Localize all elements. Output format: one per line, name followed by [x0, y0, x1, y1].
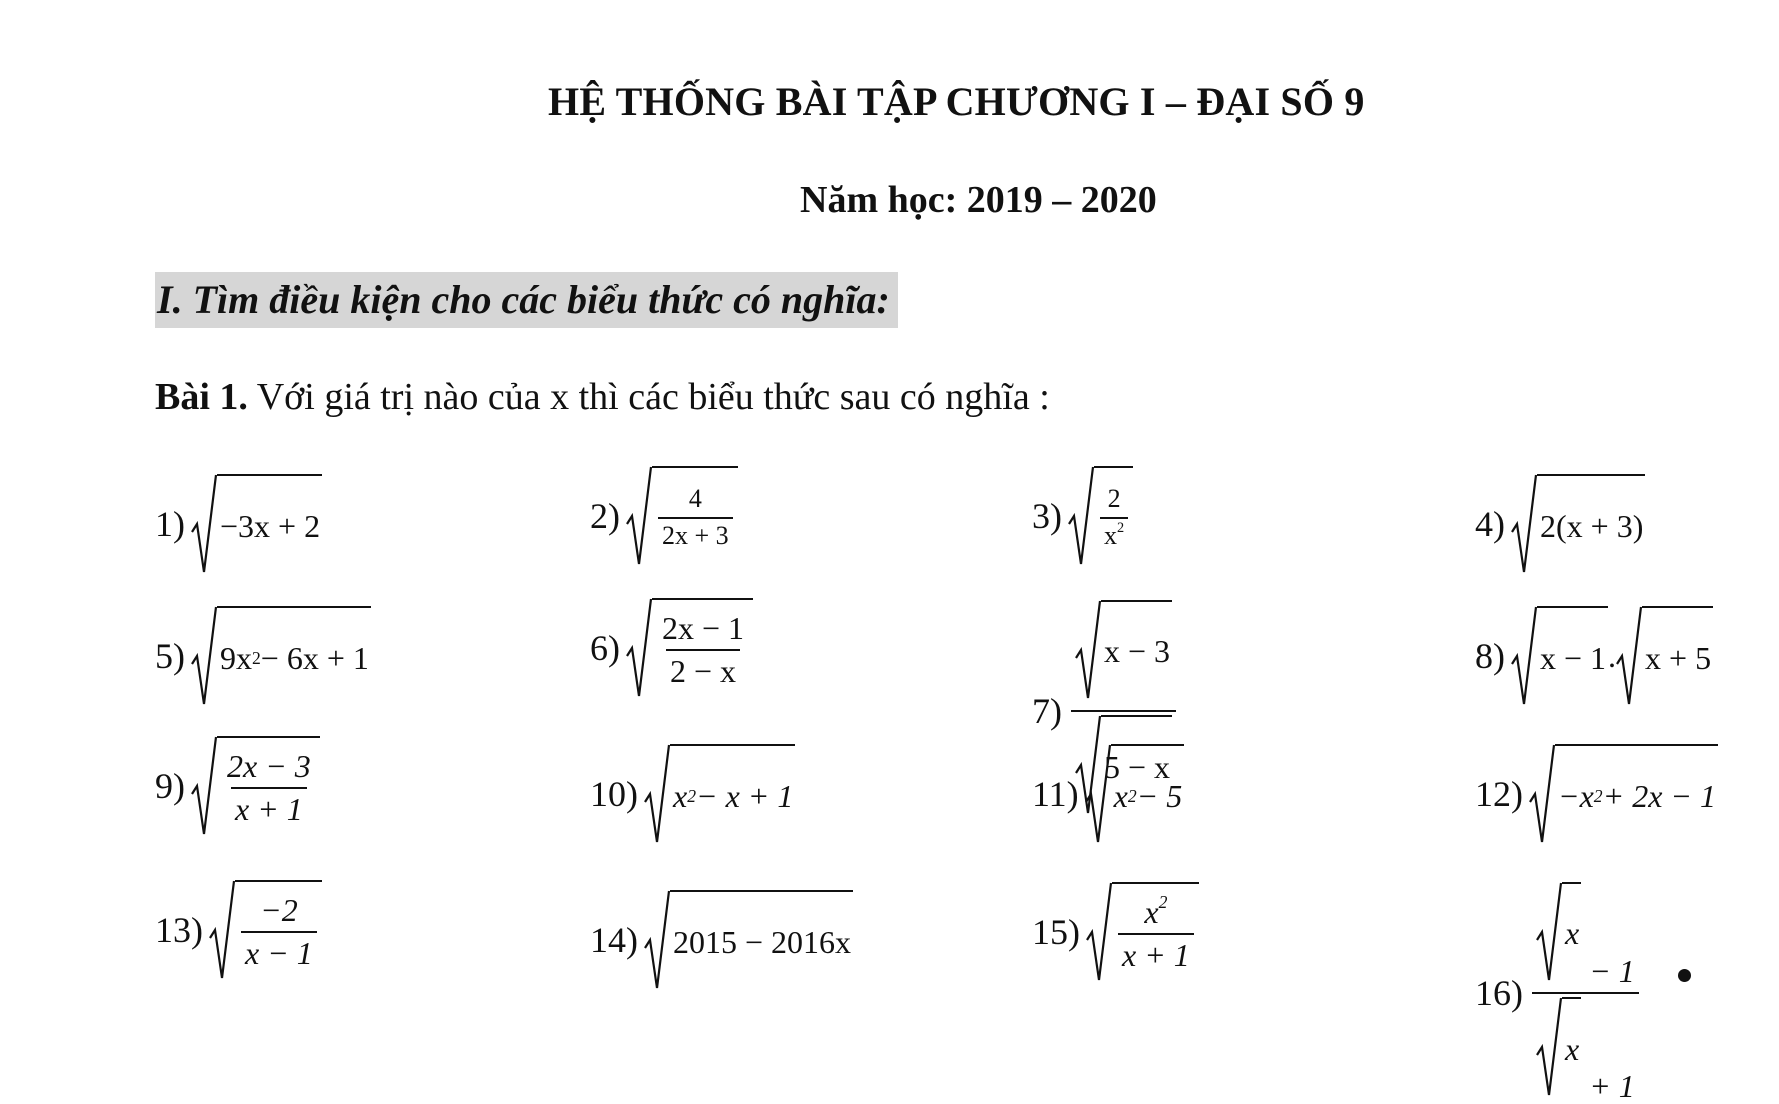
- denominator: 2 − x: [666, 649, 740, 689]
- exercise-14: [590, 890, 853, 990]
- denominator: 2x + 3: [658, 517, 733, 551]
- radicand: −3x + 2: [217, 474, 322, 574]
- exercise-number: 13): [155, 910, 203, 950]
- radicand: x 2 − x + 1: [670, 744, 795, 844]
- radical-sign: [1511, 474, 1537, 574]
- sqrt-expression: x + 5: [1616, 606, 1713, 706]
- radical-sign: [1536, 997, 1562, 1097]
- exercise-number: 4): [1475, 504, 1505, 544]
- sqrt-expression: x: [1536, 997, 1581, 1097]
- fraction: [241, 893, 317, 971]
- radicand: −x 2 + 2x − 1: [1555, 744, 1718, 844]
- sqrt-expression: [1086, 882, 1199, 982]
- numerator: x − 1: [1532, 882, 1639, 992]
- section-heading: I. Tìm điều kiện cho các biểu thức có nghĩa:: [155, 272, 898, 328]
- fraction: [1532, 882, 1639, 1104]
- radical-sign: [626, 598, 652, 698]
- sqrt-expression: [191, 606, 371, 706]
- problem-text: Với giá trị nào của x thì các biểu thức sau có nghĩa :: [247, 376, 1050, 418]
- sqrt-expression: [1085, 744, 1185, 844]
- sqrt-expression: 5 − x: [1075, 715, 1172, 815]
- school-year: Năm học: 2019 – 2020: [800, 179, 1157, 221]
- problem-label: Bài 1.: [155, 376, 248, 418]
- fraction: [223, 749, 315, 827]
- denominator: $x^2$: [1100, 517, 1128, 551]
- radical-sign: [1085, 744, 1111, 844]
- exercise-5: [155, 606, 371, 706]
- exercise-1: [155, 474, 322, 574]
- radical-sign: [191, 474, 217, 574]
- radical-sign: [1616, 606, 1642, 706]
- radical-sign: [644, 890, 670, 990]
- sqrt-expression: [1511, 474, 1645, 574]
- exercise-10: [590, 744, 795, 844]
- page-title: HỆ THỐNG BÀI TẬP CHƯƠNG I – ĐẠI SỐ 9: [548, 79, 1365, 124]
- exercise-number: 10): [590, 774, 638, 814]
- radical-sign: [1529, 744, 1555, 844]
- radical-sign: [626, 466, 652, 566]
- radical-sign: [644, 744, 670, 844]
- exercise-number: 15): [1032, 912, 1080, 952]
- denominator: x + 1: [231, 787, 307, 827]
- numerator: 2x − 3: [227, 747, 311, 784]
- exercise-11: [1032, 744, 1184, 844]
- radical-sign: [1536, 882, 1562, 982]
- exercise-number: 16): [1475, 973, 1523, 1014]
- fraction: [1118, 891, 1194, 973]
- denominator: x − 1: [241, 931, 317, 971]
- exercise-number: 1): [155, 504, 185, 544]
- numerator: $x^2$: [1144, 891, 1168, 930]
- problem-statement: [155, 375, 1050, 419]
- radical-sign: [209, 880, 235, 980]
- numerator: 4: [688, 484, 702, 514]
- sqrt-expression: [191, 736, 320, 836]
- radical-sign: [1068, 466, 1094, 566]
- numerator: 2: [1107, 484, 1121, 514]
- numerator: 2x − 1: [662, 609, 745, 646]
- radicand: 2015 − 2016x: [670, 890, 853, 990]
- radicand: 2(x + 3): [1537, 474, 1645, 574]
- radical-sign: [191, 736, 217, 836]
- fraction: [1100, 485, 1128, 550]
- radical-sign: [1075, 600, 1101, 700]
- exercise-number: 8): [1475, 636, 1505, 676]
- sqrt-expression: [209, 880, 322, 980]
- numerator: [1071, 600, 1176, 710]
- fraction: [658, 485, 733, 550]
- fraction: [658, 611, 748, 689]
- denominator: x + 1: [1118, 933, 1194, 973]
- exercise-number: 12): [1475, 774, 1523, 814]
- exercise-number: 7): [1032, 691, 1062, 732]
- sqrt-expression: [1068, 466, 1133, 566]
- exercise-number: 6): [590, 628, 620, 668]
- radicand: 9x 2 − 6x + 1: [217, 606, 371, 706]
- exercise-15: [1032, 882, 1199, 982]
- radical-sign: [191, 606, 217, 706]
- exercise-2: [590, 466, 738, 566]
- exercise-12: [1475, 744, 1718, 844]
- sqrt-expression: [644, 744, 795, 844]
- exercise-8: 8) x − 1 . x + 5: [1475, 606, 1713, 706]
- exercise-number: 2): [590, 496, 620, 536]
- exercise-9: [155, 736, 320, 836]
- exercise-number: 14): [590, 920, 638, 960]
- sqrt-expression: x − 1: [1511, 606, 1608, 706]
- exercise-13: [155, 880, 322, 980]
- exercise-number: 11): [1032, 774, 1079, 814]
- numerator: −2: [260, 891, 298, 928]
- sqrt-expression: [644, 890, 853, 990]
- exercise-number: 9): [155, 766, 185, 806]
- radicand: x 2 − 5: [1111, 744, 1185, 844]
- sqrt-expression: [626, 466, 738, 566]
- bullet-dot: [1678, 969, 1691, 982]
- sqrt-expression: [1529, 744, 1718, 844]
- denominator: x + 1: [1532, 992, 1639, 1104]
- exercise-6: [590, 598, 753, 698]
- sqrt-expression: x: [1536, 882, 1581, 982]
- radical-sign: [1086, 882, 1112, 982]
- exercise-number: 3): [1032, 496, 1062, 536]
- sqrt-expression: [626, 598, 753, 698]
- radical-sign: [1511, 606, 1537, 706]
- exercise-4: [1475, 474, 1645, 574]
- sqrt-expression: [191, 474, 322, 574]
- exercise-number: 5): [155, 636, 185, 676]
- exercise-16: [1475, 882, 1642, 1104]
- sqrt-expression: x − 3: [1075, 600, 1172, 700]
- exercise-3: [1032, 466, 1133, 566]
